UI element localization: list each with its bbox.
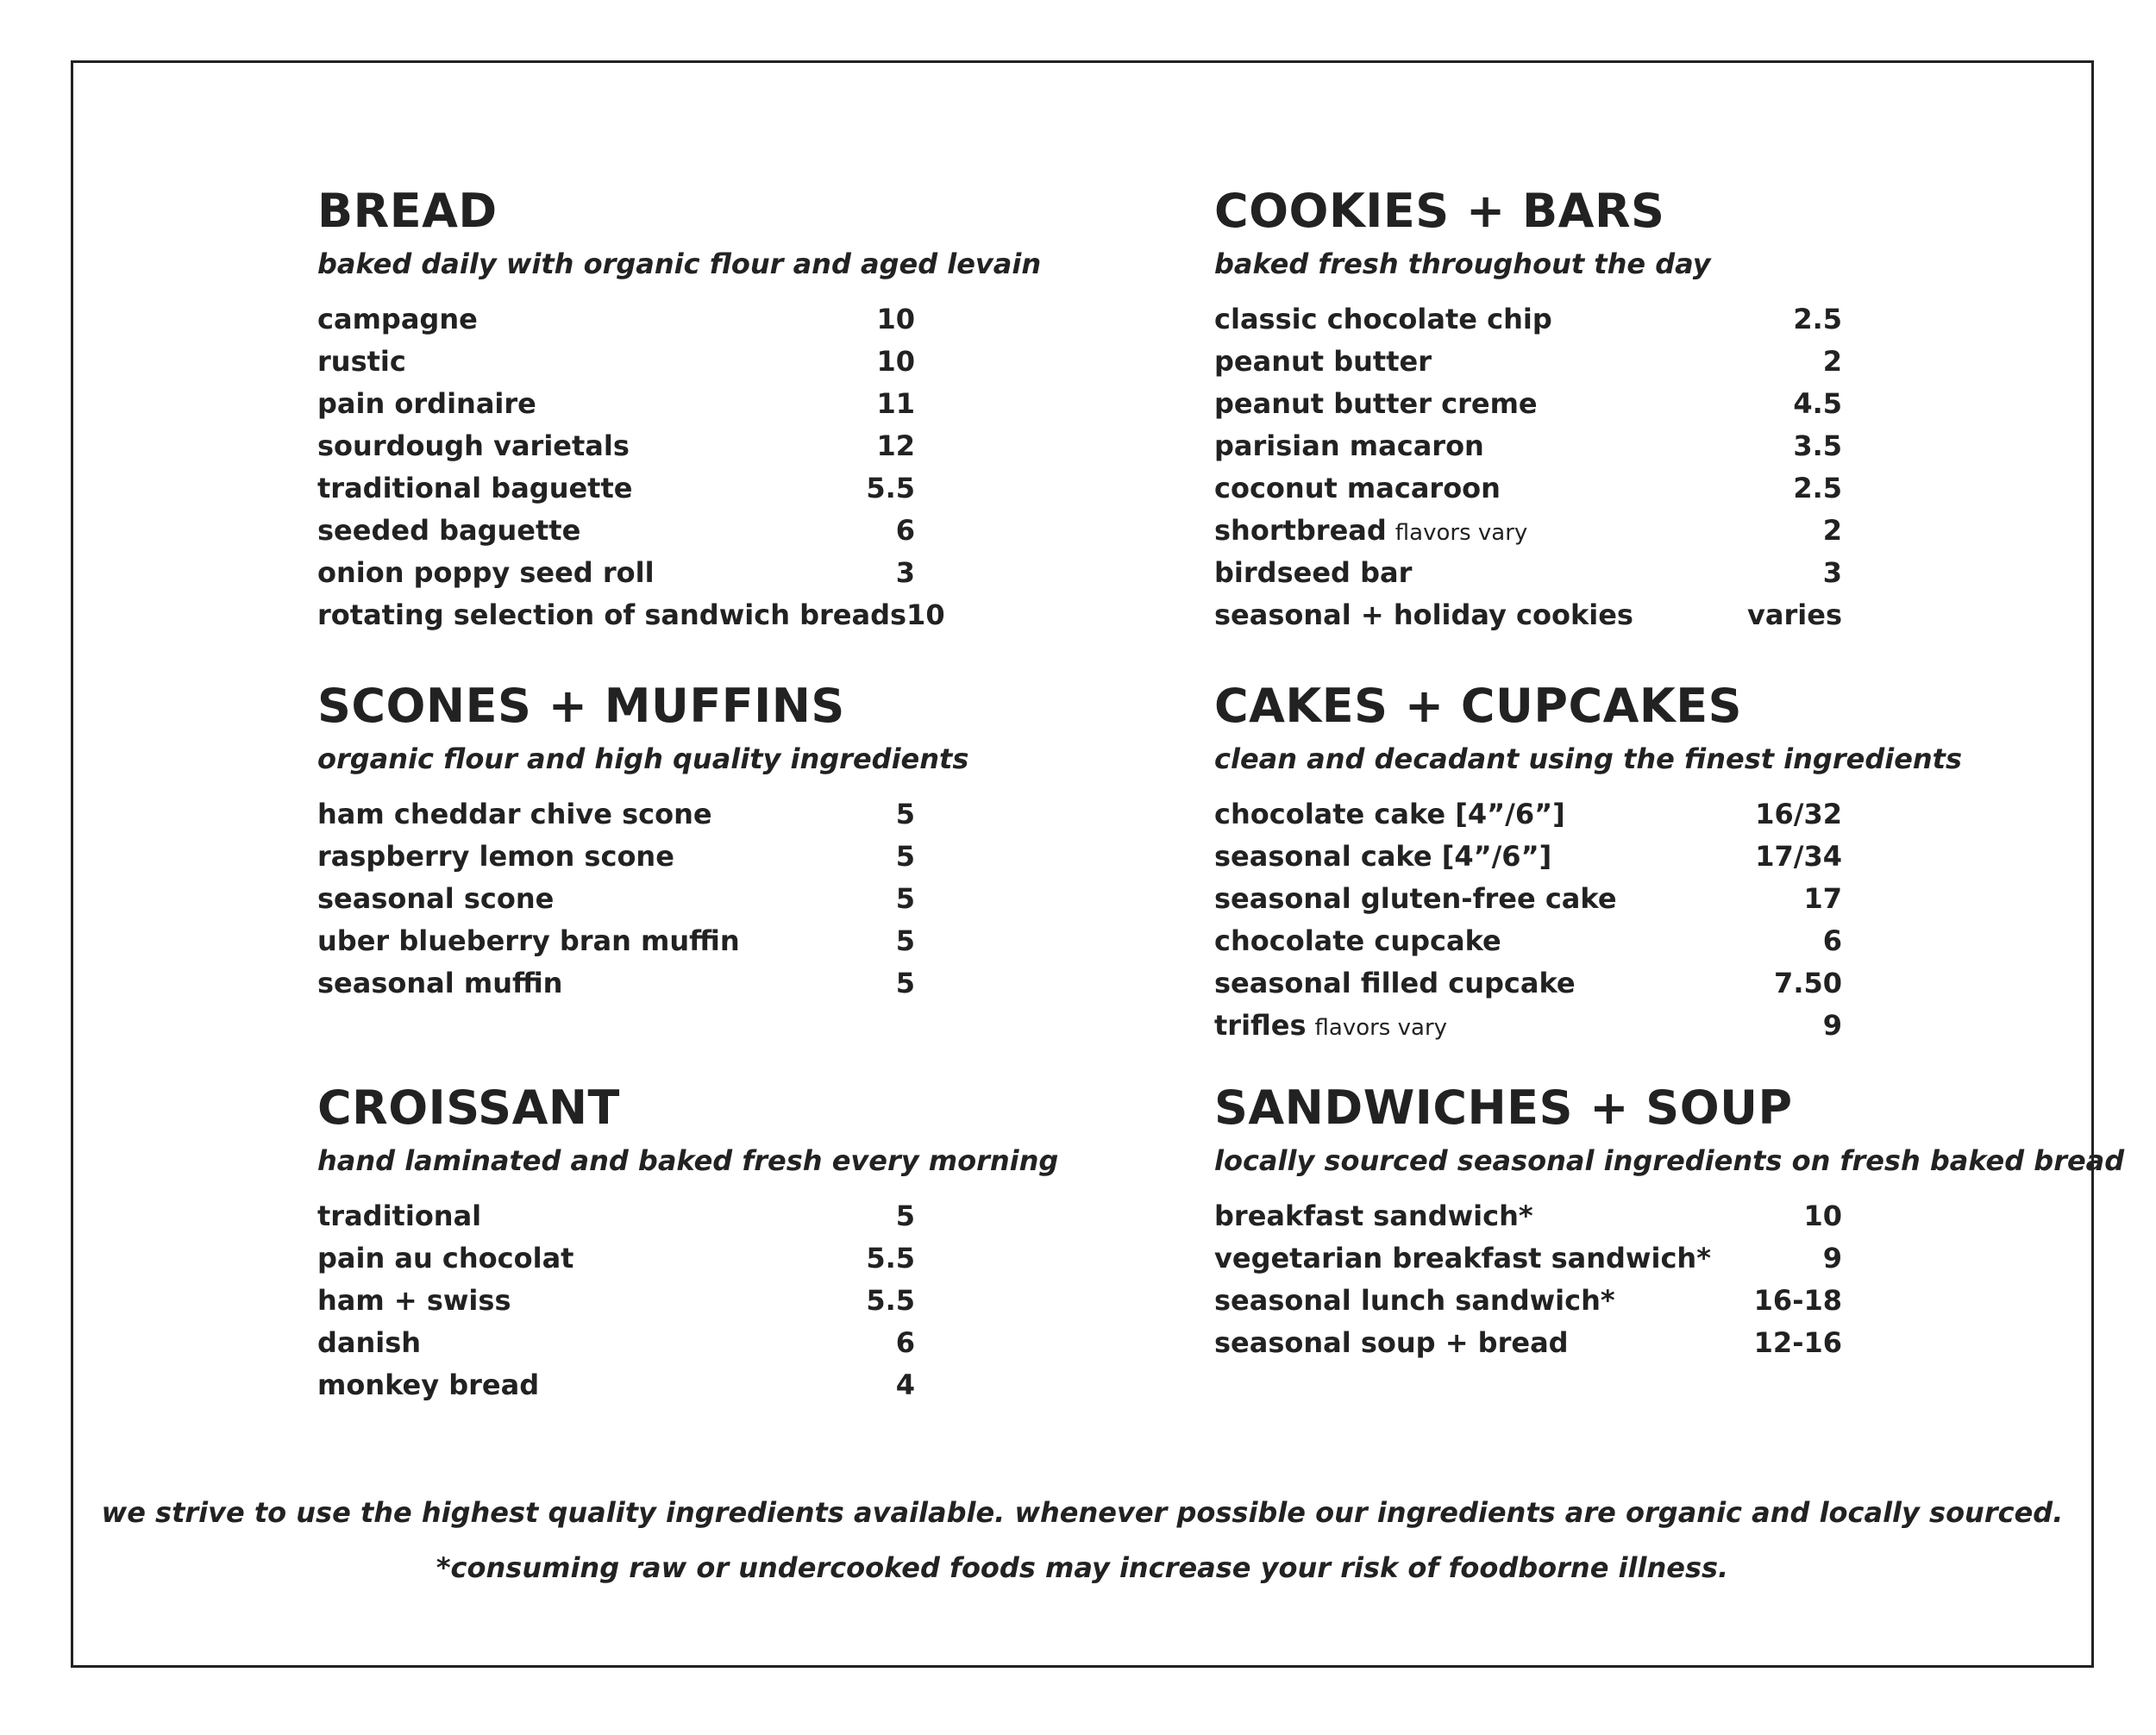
- menu-item-label: [1214, 298, 1552, 341]
- menu-item: [1214, 341, 1842, 383]
- menu-item-label: [317, 467, 632, 510]
- menu-item-label: [317, 425, 630, 467]
- menu-item: [1214, 1280, 1842, 1322]
- menu-item: [1214, 1322, 1842, 1364]
- menu-item-label: [1214, 1280, 1615, 1322]
- menu-item-name: ham cheddar chive scone: [317, 798, 712, 830]
- section-tagline: clean and decadant using the finest ingredients: [1214, 742, 1963, 775]
- menu-item-label: [1214, 793, 1565, 836]
- menu-item-price: 12: [876, 429, 915, 462]
- menu-item-name: breakfast sandwich*: [1214, 1199, 1533, 1232]
- section-title: CROISSANT: [317, 1080, 620, 1135]
- menu-item-list: [1214, 298, 1842, 636]
- menu-item-label: [1214, 594, 1633, 636]
- menu-item-label: [1214, 425, 1484, 467]
- menu-item: [1214, 467, 1842, 510]
- menu-item-label: [317, 594, 906, 636]
- menu-item: [1214, 552, 1842, 594]
- menu-item-price: 2.5: [1793, 472, 1842, 504]
- menu-item-label: [317, 383, 536, 425]
- menu-item: [1214, 836, 1842, 878]
- menu-item: [1214, 1237, 1842, 1280]
- menu-item-label: [1214, 836, 1551, 878]
- menu-item: [317, 836, 915, 878]
- menu-item-label: [317, 341, 406, 383]
- section-tagline: organic flour and high quality ingredients: [317, 742, 969, 775]
- menu-item-name: uber blueberry bran muffin: [317, 924, 740, 957]
- menu-item: [317, 1322, 915, 1364]
- menu-item-name: classic chocolate chip: [1214, 303, 1552, 335]
- menu-item: [317, 1364, 915, 1406]
- menu-item-label: [1214, 962, 1576, 1005]
- menu-item-price: 5: [895, 1199, 915, 1232]
- menu-item-price: 12-16: [1753, 1326, 1842, 1359]
- section-title: SCONES + MUFFINS: [317, 679, 845, 733]
- menu-item: [317, 920, 915, 962]
- menu-item: [317, 1195, 915, 1237]
- section-title: COOKIES + BARS: [1214, 184, 1665, 238]
- menu-item-label: [1214, 383, 1538, 425]
- section-tagline: locally sourced seasonal ingredients on fresh baked bread: [1214, 1144, 2125, 1177]
- menu-item-price: 3: [1822, 556, 1842, 589]
- menu-item-label: [1214, 1195, 1533, 1237]
- menu-item: [1214, 425, 1842, 467]
- menu-item-name: monkey bread: [317, 1369, 540, 1401]
- section-tagline: baked daily with organic flour and aged levain: [317, 247, 1042, 280]
- menu-item-name: traditional baguette: [317, 472, 633, 504]
- menu-item-label: [317, 920, 740, 962]
- menu-item-name: shortbread: [1214, 514, 1387, 547]
- menu-item-price: 2: [1822, 514, 1842, 547]
- menu-item-name: chocolate cake [4”/6”]: [1214, 798, 1565, 830]
- menu-item-label: [317, 1237, 573, 1280]
- menu-item: [317, 1280, 915, 1322]
- menu-item-name: sourdough varietals: [317, 429, 630, 462]
- menu-item: [1214, 1005, 1842, 1047]
- menu-item-name: seasonal lunch sandwich*: [1214, 1284, 1615, 1317]
- menu-item-price: 11: [876, 387, 915, 420]
- menu-item-name: danish: [317, 1326, 422, 1359]
- menu-item-list: [1214, 1195, 1842, 1364]
- menu-item: [317, 878, 915, 920]
- menu-item: [317, 793, 915, 836]
- menu-item: [317, 425, 915, 467]
- menu-item-price: 10: [876, 303, 915, 335]
- menu-item-name: trifles: [1214, 1009, 1307, 1042]
- menu-item-price: 9: [1822, 1009, 1842, 1042]
- section-sandwiches-soup: [1214, 1080, 2125, 1364]
- section-croissant: [317, 1080, 1059, 1406]
- menu-item-label: [317, 836, 674, 878]
- menu-item: [317, 594, 945, 636]
- menu-item-name: rustic: [317, 345, 406, 378]
- menu-item: [1214, 962, 1842, 1005]
- menu-item-price: 10: [906, 598, 945, 631]
- menu-item: [317, 383, 915, 425]
- menu-item: [1214, 920, 1842, 962]
- menu-item-price: 16-18: [1753, 1284, 1842, 1317]
- menu-item-label: [317, 1322, 421, 1364]
- section-tagline: hand laminated and baked fresh every morning: [317, 1144, 1059, 1177]
- menu-item-label: [1214, 341, 1432, 383]
- menu-item: [1214, 793, 1842, 836]
- menu-item-list: [317, 1195, 915, 1406]
- section-bread: [317, 183, 1042, 636]
- menu-item-price: 17/34: [1755, 840, 1842, 873]
- menu-item-price: 3: [895, 556, 915, 589]
- menu-item-name: peanut butter: [1214, 345, 1432, 378]
- menu-item-name: campagne: [317, 303, 478, 335]
- menu-item-price: 5: [895, 924, 915, 957]
- menu-item: [317, 1237, 915, 1280]
- menu-item-label: [317, 298, 478, 341]
- menu-item-price: 10: [876, 345, 915, 378]
- menu-item-price: 5: [895, 840, 915, 873]
- menu-item-label: [1214, 878, 1617, 920]
- menu-item-name: vegetarian breakfast sandwich*: [1214, 1242, 1711, 1275]
- menu-item: [317, 298, 915, 341]
- menu-item-list: [1214, 793, 1842, 1047]
- menu-item-name: seasonal scone: [317, 882, 555, 915]
- section-scones-muffins: [317, 678, 969, 1005]
- menu-item-label: [317, 962, 562, 1005]
- menu-item-name: pain au chocolat: [317, 1242, 574, 1275]
- menu-item-name: seasonal cake [4”/6”]: [1214, 840, 1552, 873]
- menu-item-label: [317, 1280, 511, 1322]
- menu-item-price: 9: [1822, 1242, 1842, 1275]
- menu-item-name: raspberry lemon scone: [317, 840, 674, 873]
- menu-item-price: 4.5: [1793, 387, 1842, 420]
- menu-item-name: ham + swiss: [317, 1284, 511, 1317]
- menu-item-name: seasonal muffin: [317, 967, 563, 999]
- menu-item-label: [1214, 552, 1412, 594]
- menu-item-price: 3.5: [1793, 429, 1842, 462]
- menu-item-note: flavors vary: [1395, 520, 1528, 546]
- menu-item-price: 4: [895, 1369, 915, 1401]
- menu-item-price: 7.50: [1774, 967, 1842, 999]
- menu-item-label: [317, 1364, 539, 1406]
- menu-item-price: 16/32: [1755, 798, 1842, 830]
- menu-item: [317, 341, 915, 383]
- menu-item-name: seasonal + holiday cookies: [1214, 598, 1633, 631]
- menu-item-name: seasonal gluten-free cake: [1214, 882, 1617, 915]
- menu-item: [317, 552, 915, 594]
- menu-item-price: 5: [895, 798, 915, 830]
- menu-item-price: 6: [1822, 924, 1842, 957]
- menu-item-price: varies: [1747, 598, 1842, 631]
- menu-item-name: birdseed bar: [1214, 556, 1413, 589]
- menu-item-name: peanut butter creme: [1214, 387, 1538, 420]
- menu-item: [1214, 383, 1842, 425]
- menu-item-label: [1214, 1237, 1711, 1280]
- menu-item-list: [317, 298, 945, 636]
- footer-sourcing-note: we strive to use the highest quality ingredients available. whenever possible our ingredients are organic and locally sourced.: [101, 1496, 2064, 1529]
- footer-health-warning: *consuming raw or undercooked foods may increase your risk of foodborne illness.: [436, 1551, 1729, 1584]
- menu-item: [1214, 298, 1842, 341]
- menu-item: [1214, 594, 1842, 636]
- menu-item-name: traditional: [317, 1199, 482, 1232]
- menu-item-label: [317, 793, 712, 836]
- menu-item-name: seeded baguette: [317, 514, 581, 547]
- menu-item: [1214, 510, 1842, 552]
- menu-item-price: 5: [895, 882, 915, 915]
- menu-item-list: [317, 793, 915, 1005]
- section-cookies-bars: [1214, 183, 1842, 636]
- menu-item-label: [1214, 510, 1527, 554]
- menu-item-name: pain ordinaire: [317, 387, 536, 420]
- menu-item: [1214, 1195, 1842, 1237]
- menu-item-name: seasonal filled cupcake: [1214, 967, 1576, 999]
- menu-item: [317, 510, 915, 552]
- menu-item-label: [317, 878, 554, 920]
- menu-item-price: 17: [1803, 882, 1842, 915]
- menu-item-label: [317, 1195, 481, 1237]
- menu-item-price: 6: [895, 514, 915, 547]
- menu-item-label: [1214, 1322, 1569, 1364]
- menu-item-label: [1214, 920, 1501, 962]
- section-title: SANDWICHES + SOUP: [1214, 1080, 1793, 1135]
- menu-item: [1214, 878, 1842, 920]
- menu-item-price: 2.5: [1793, 303, 1842, 335]
- section-cakes-cupcakes: [1214, 678, 1963, 1047]
- section-title: CAKES + CUPCAKES: [1214, 679, 1742, 733]
- menu-item: [317, 467, 915, 510]
- menu-item-name: coconut macaroon: [1214, 472, 1501, 504]
- menu-item-price: 5: [895, 967, 915, 999]
- menu-item-label: [317, 552, 655, 594]
- menu-item-label: [1214, 467, 1501, 510]
- menu-item-name: onion poppy seed roll: [317, 556, 655, 589]
- menu-item-price: 10: [1803, 1199, 1842, 1232]
- menu-item-name: chocolate cupcake: [1214, 924, 1501, 957]
- menu-item-price: 5.5: [866, 472, 915, 504]
- menu-item-name: rotating selection of sandwich breads: [317, 598, 907, 631]
- menu-item: [317, 962, 915, 1005]
- menu-item-label: [317, 510, 580, 552]
- section-title: BREAD: [317, 184, 498, 238]
- menu-item-name: seasonal soup + bread: [1214, 1326, 1569, 1359]
- menu-item-label: [1214, 1005, 1447, 1049]
- menu-item-price: 6: [895, 1326, 915, 1359]
- menu-item-name: parisian macaron: [1214, 429, 1484, 462]
- section-tagline: baked fresh throughout the day: [1214, 247, 1711, 280]
- menu-item-price: 5.5: [866, 1284, 915, 1317]
- menu-item-price: 5.5: [866, 1242, 915, 1275]
- menu-item-note: flavors vary: [1314, 1015, 1448, 1041]
- menu-item-price: 2: [1822, 345, 1842, 378]
